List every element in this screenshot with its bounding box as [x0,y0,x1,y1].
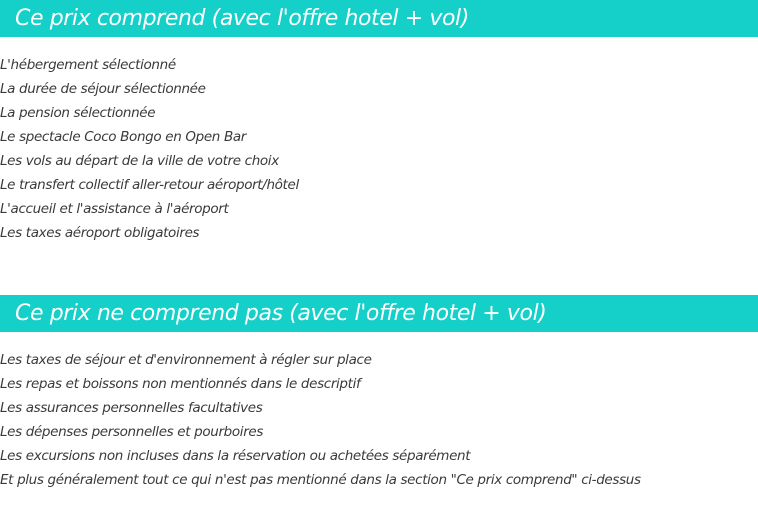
list-item: La pension sélectionnée [0,105,156,121]
list-item: Les vols au départ de la ville de votre choix [0,153,279,169]
included-items-list [0,54,299,246]
list-item: L'hébergement sélectionné [0,57,176,73]
excluded-section-title: Ce prix ne comprend pas (avec l'offre hotel + vol) [0,295,758,332]
list-item: Les excursions non incluses dans la réservation ou achetées séparément [0,448,471,464]
list-item: L'accueil et l'assistance à l'aéroport [0,201,229,217]
list-item: Le spectacle Coco Bongo en Open Bar [0,129,246,145]
list-item: La durée de séjour sélectionnée [0,81,206,97]
list-item: Et plus généralement tout ce qui n'est pas mentionné dans la section "Ce prix comprend" ci-dessus [0,472,641,488]
excluded-items-list [0,349,641,493]
list-item: Les assurances personnelles facultatives [0,400,263,416]
list-item: Le transfert collectif aller-retour aéroport/hôtel [0,177,299,193]
included-section-title: Ce prix comprend (avec l'offre hotel + vol) [0,0,758,37]
list-item: Les repas et boissons non mentionnés dans le descriptif [0,376,361,392]
list-item: Les taxes de séjour et d'environnement à régler sur place [0,352,372,368]
list-item: Les dépenses personnelles et pourboires [0,424,264,440]
list-item: Les taxes aéroport obligatoires [0,225,200,241]
